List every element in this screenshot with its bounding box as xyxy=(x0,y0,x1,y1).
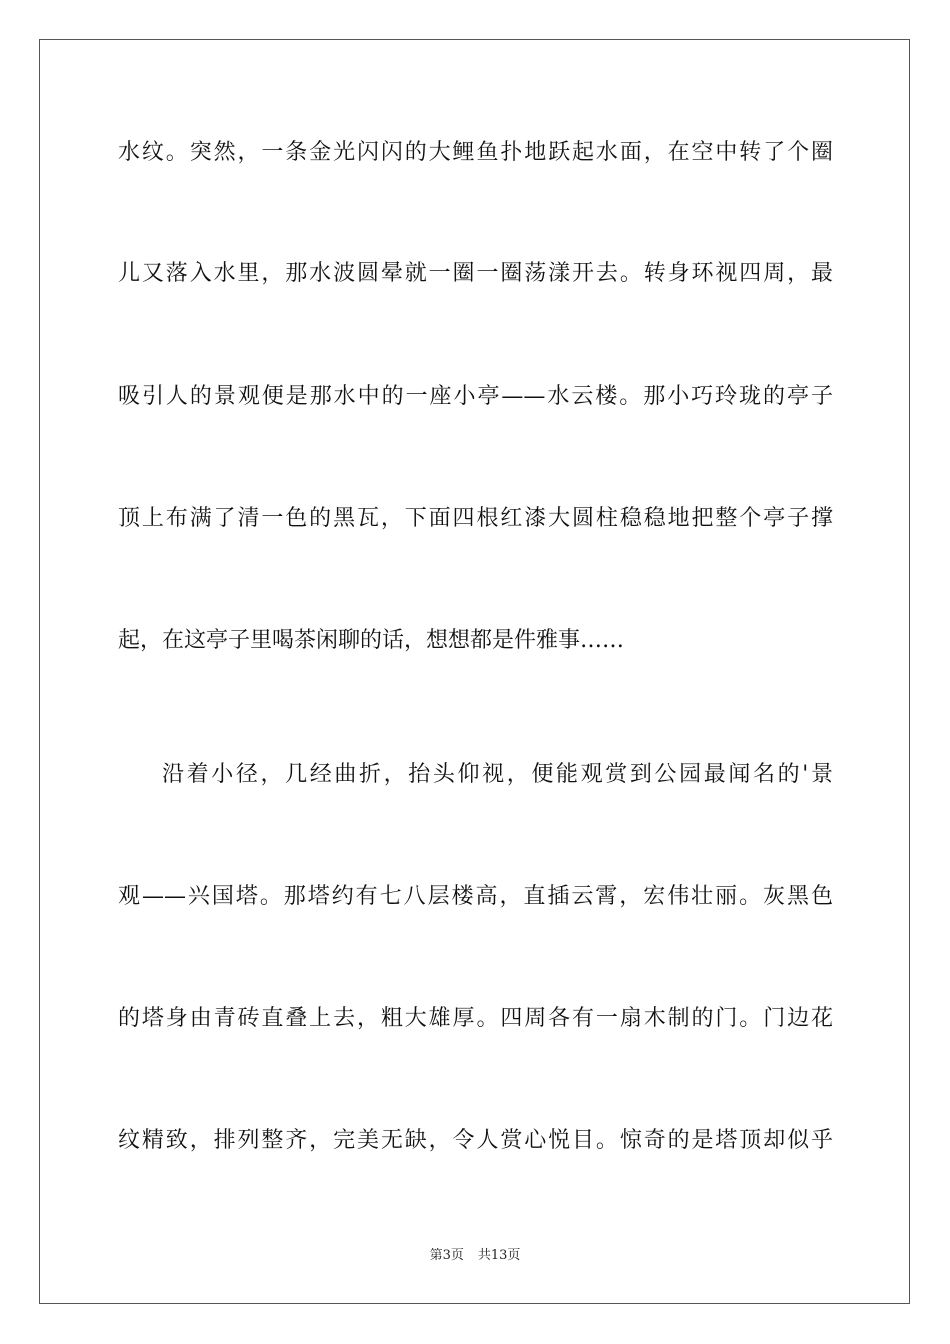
text-line: 起，在这亭子里喝茶闲聊的话，想想都是件雅事…… xyxy=(118,628,625,653)
text-line: 观——兴国塔。那塔约有七八层楼高，直插云霄，宏伟壮丽。灰黑色 xyxy=(118,884,833,909)
text-line: 的塔身由青砖直叠上去，粗大雄厚。四周各有一扇木制的门。门边花 xyxy=(118,1006,833,1031)
text-line: 水纹。突然，一条金光闪闪的大鲤鱼扑地跃起水面，在空中转了个圈 xyxy=(118,140,833,165)
text-line: 纹精致，排列整齐，完美无缺，令人赏心悦目。惊奇的是塔顶却似乎 xyxy=(118,1128,833,1153)
page-number: 第3页 xyxy=(429,1248,464,1263)
paragraph-start-line: 沿着小径，几经曲折，抬头仰视，便能观赏到公园最闻名的'景 xyxy=(162,762,833,787)
text-line: 吸引人的景观便是那水中的一座小亭——水云楼。那小巧玲珑的亭子 xyxy=(118,384,833,409)
text-line: 儿又落入水里，那水波圆晕就一圈一圈荡漾开去。转身环视四周，最 xyxy=(118,261,833,286)
page-total: 共13页 xyxy=(477,1248,521,1263)
text-line: 顶上布满了清一色的黑瓦，下面四根红漆大圆柱稳稳地把整个亭子撑 xyxy=(118,506,833,531)
page-border xyxy=(39,39,910,1304)
page-footer xyxy=(0,1246,950,1266)
